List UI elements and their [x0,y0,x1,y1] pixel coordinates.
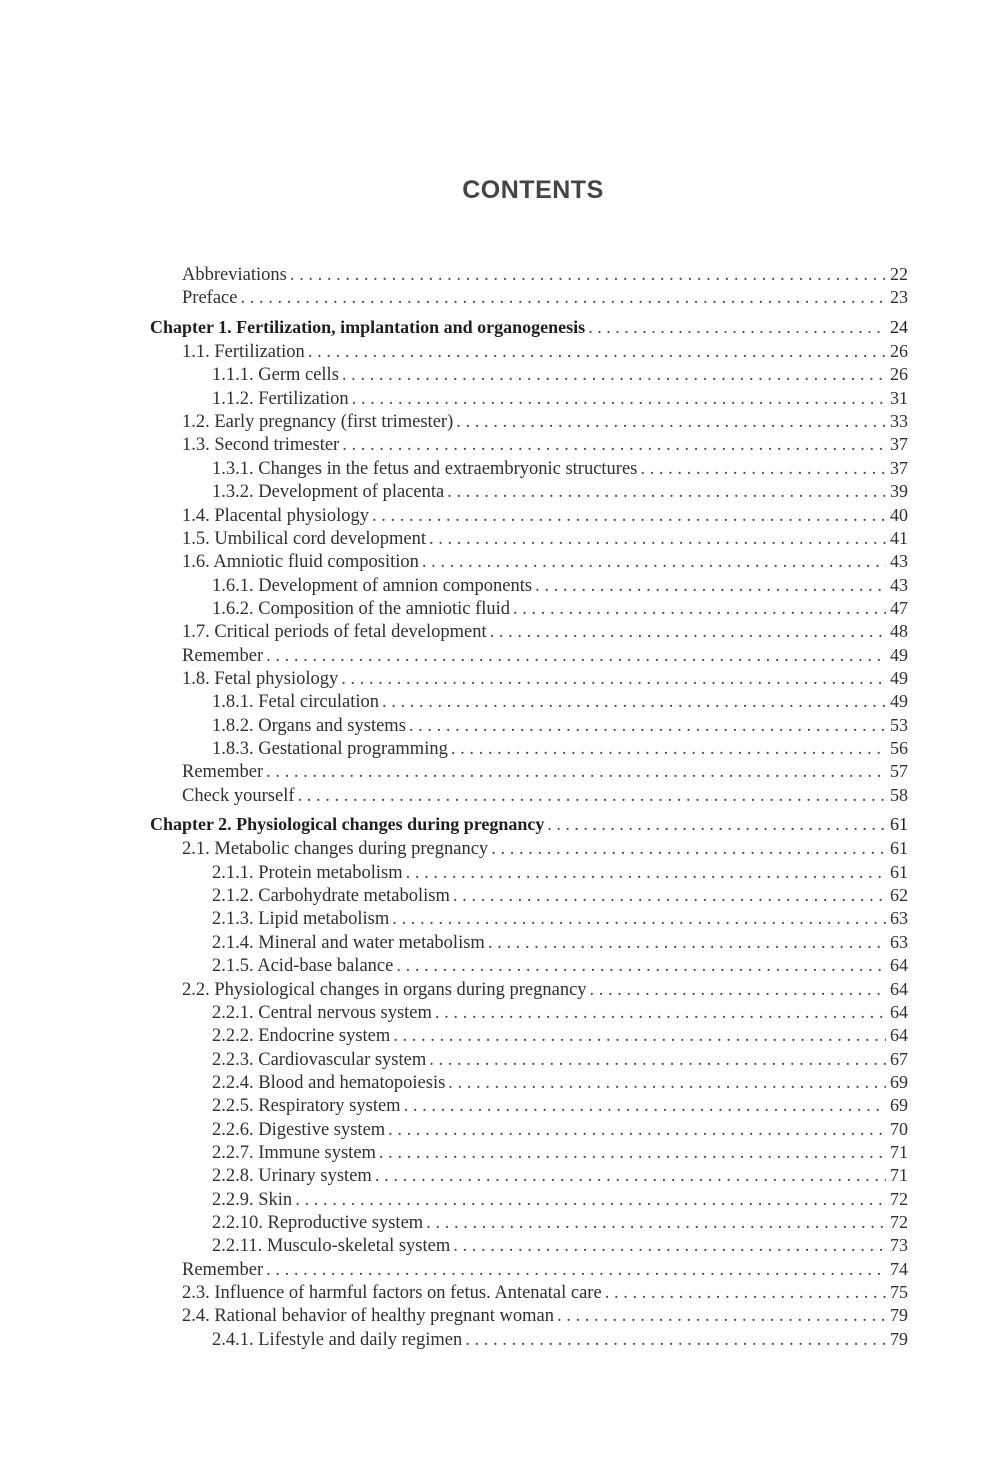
toc-entry-page-number: 63 [890,908,908,929]
toc-entry[interactable] [182,432,908,456]
dot-leader [448,1071,886,1095]
dot-leader [590,978,886,1002]
dot-leader [429,1048,886,1072]
toc-entry[interactable] [182,643,908,667]
dot-leader [435,1001,886,1025]
toc-entry-page-number: 47 [890,597,908,618]
toc-entry[interactable] [212,860,908,884]
toc-entry-page-number: 43 [890,574,908,595]
toc-entry[interactable] [182,339,908,363]
toc-entry-label: 2.1.4. Mineral and water metabolism [212,932,485,953]
toc-entry-page-number: 37 [890,457,908,478]
toc-entry[interactable] [212,906,908,930]
toc-entry-page-number: 57 [890,761,908,782]
toc-entry-label: 2.2.10. Reproductive system [212,1213,424,1233]
toc-entry[interactable] [182,549,908,573]
toc-entry[interactable] [212,573,908,597]
toc-entry[interactable] [182,1280,908,1304]
toc-entry-page-number: 67 [890,1048,908,1069]
toc-entry-label: 2.1.1. Protein metabolism [212,862,403,883]
dot-leader [513,597,886,621]
toc-entry-page-number: 79 [890,1305,908,1326]
toc-entry-page-number: 62 [890,885,908,906]
toc-entry-label: 1.8.3. Gestational programming [212,739,448,759]
toc-entry-page-number: 74 [890,1258,908,1279]
toc-entry-page-number: 49 [890,691,908,712]
dot-leader [342,363,886,387]
toc-entry-page-number: 61 [890,861,908,882]
toc-entry-label: 2.2.1. Central nervous system [212,1002,432,1023]
toc-entry-page-number: 53 [890,714,908,735]
toc-entry-page-number: 26 [890,364,908,385]
toc-entry[interactable] [212,362,908,386]
toc-entry-page-number: 70 [890,1118,908,1139]
toc-entry[interactable] [212,1233,908,1257]
toc-entry[interactable] [212,883,908,907]
toc-entry-label: 2.4.1. Lifestyle and daily regimen [212,1329,463,1350]
dot-leader [290,263,886,287]
toc-entry[interactable] [182,666,908,690]
dot-leader [406,861,886,885]
toc-chapter-entry[interactable] [150,315,908,339]
dot-leader [557,1304,886,1328]
toc-entry-page-number: 73 [890,1235,908,1256]
toc-entry-label: 1.8. Fetal physiology [182,668,339,689]
toc-entry-page-number: 64 [890,978,908,999]
toc-entry[interactable] [182,285,908,309]
dot-leader [426,1211,886,1235]
toc-entry[interactable] [182,409,908,433]
dot-leader [490,620,886,644]
toc-entry-label: Remember [182,645,264,666]
dot-leader [491,837,886,861]
toc-entry-label: 2.2.5. Respiratory system [212,1096,401,1117]
toc-entry-page-number: 69 [890,1095,908,1116]
dot-leader [266,644,886,668]
toc-entry-label: Preface [182,288,238,309]
toc-entry[interactable] [212,596,908,620]
toc-entry-label: Chapter 1. Fertilization, implantation and organogenesis [150,316,586,337]
toc-entry[interactable] [182,783,908,807]
toc-entry-label: 1.6. Amniotic fluid composition [182,552,419,573]
dot-leader [388,1118,886,1142]
dot-leader [372,504,886,528]
toc-entry[interactable] [212,1327,908,1351]
dot-leader [465,1328,886,1352]
toc-entry[interactable] [182,977,908,1001]
dot-leader [451,737,886,761]
toc-entry[interactable] [212,1117,908,1141]
toc-entry-page-number: 43 [890,551,908,572]
dot-leader [295,1188,886,1212]
dot-leader [429,527,886,551]
dot-leader [341,667,886,691]
toc-entry-label: 2.1.3. Lipid metabolism [212,909,390,930]
dot-leader [379,1141,886,1165]
toc-entry-page-number: 26 [890,341,908,362]
toc-entry-page-number: 64 [890,1001,908,1022]
dot-leader [396,954,886,978]
toc-entry[interactable] [212,736,908,760]
toc-entry-label: 2.1. Metabolic changes during pregnancy [182,839,489,860]
dot-leader [382,690,886,714]
toc-entry-label: Remember [182,1259,264,1280]
toc-entry-label: 1.1.2. Fertilization [212,388,349,409]
toc-entry-label: 1.3.1. Changes in the fetus and extraembryonic structures [212,458,638,479]
dot-leader [404,1094,886,1118]
dot-leader [240,286,886,310]
page-title: CONTENTS [462,176,604,204]
toc-entry-page-number: 40 [890,504,908,525]
toc-entry-page-number: 79 [890,1328,908,1349]
toc-entry-label: 1.3.2. Development of placenta [212,482,445,503]
toc-entry-page-number: 24 [890,316,908,337]
toc-entry-page-number: 49 [890,644,908,665]
toc-entry-label: 2.2.6. Digestive system [212,1119,386,1140]
toc-entry-page-number: 72 [890,1212,908,1232]
toc-entry[interactable] [182,503,908,527]
toc-entry[interactable] [182,759,908,783]
dot-leader [640,457,886,481]
dot-leader [393,1024,886,1048]
toc-entry[interactable] [212,1163,908,1187]
dot-leader [422,550,886,574]
dot-leader [488,931,886,955]
toc-entry-label: 1.6.2. Composition of the amniotic fluid [212,598,511,619]
dot-leader [453,1234,886,1258]
toc-entry[interactable] [212,1023,908,1047]
toc-entry[interactable] [212,1047,908,1071]
dot-leader [447,480,886,504]
dot-leader [392,907,886,931]
toc-entry-label: 2.4. Rational behavior of healthy pregnant woman [182,1306,554,1327]
dot-leader [266,760,886,784]
dot-leader [547,812,886,836]
toc-entry-page-number: 61 [890,814,908,835]
toc-entry-label: 1.5. Umbilical cord development [182,528,427,549]
toc-entry-label: Chapter 2. Physiological changes during pregnancy [150,814,545,835]
toc-entry-label: 2.1.2. Carbohydrate metabolism [212,886,450,907]
toc-entry-label: Check yourself [182,785,295,806]
toc-entry-page-number: 72 [890,1188,908,1209]
dot-leader [453,884,886,908]
toc-entry[interactable] [182,619,908,643]
toc-entry[interactable] [182,262,908,286]
toc-entry-label: 2.2.8. Urinary system [212,1166,372,1187]
toc-entry-page-number: 69 [890,1071,908,1092]
toc-entry-page-number: 37 [890,434,908,455]
toc-entry-label: 1.8.2. Organs and systems [212,715,406,736]
toc-entry-page-number: 31 [890,387,908,408]
toc-entry[interactable] [212,689,908,713]
toc-entry-page-number: 49 [890,667,908,688]
dot-leader [298,784,886,808]
toc-entry[interactable] [212,1210,908,1234]
dot-leader [266,1258,886,1282]
toc-entry-page-number: 61 [890,838,908,859]
toc-entry[interactable] [212,930,908,954]
toc-entry-label: 1.4. Placental physiology [182,505,370,526]
toc-entry-page-number: 48 [890,621,908,642]
toc-entry-page-number: 63 [890,931,908,952]
toc-entry-page-number: 22 [890,264,908,284]
toc-entry-label: 1.6.1. Development of amnion components [212,575,533,596]
toc-entry-label: 2.2.2. Endocrine system [212,1026,391,1047]
toc-entry-label: 1.7. Critical periods of fetal development [182,622,487,643]
toc-entry[interactable] [182,1257,908,1281]
toc-entry[interactable] [212,1093,908,1117]
dot-leader [342,433,886,457]
toc-entry-label: 2.2.4. Blood and hematopoiesis [212,1072,446,1093]
toc-entry-label: 2.2.9. Skin [212,1189,293,1210]
toc-entry[interactable] [212,1070,908,1094]
toc-entry-label: 1.1.1. Germ cells [212,365,339,386]
toc-entry[interactable] [212,1000,908,1024]
toc-entry-page-number: 64 [890,1025,908,1046]
toc-entry-label: 2.2.11. Musculo-skeletal system [212,1236,451,1257]
toc-entry[interactable] [182,1303,908,1327]
toc-entry-page-number: 33 [890,411,908,432]
toc-entry-label: 2.2. Physiological changes in organs during pregnancy [182,979,587,1000]
toc-entry[interactable] [212,953,908,977]
toc-entry-label: 2.3. Influence of harmful factors on fetus. Antenatal care [182,1283,602,1304]
toc-entry-page-number: 64 [890,955,908,976]
toc-entry-page-number: 39 [890,481,908,502]
toc-entry[interactable] [182,526,908,550]
toc-entry-page-number: 71 [890,1141,908,1162]
toc-entry-label: 1.8.1. Fetal circulation [212,692,379,713]
toc-entry[interactable] [212,1140,908,1164]
toc-entry-label: 2.1.5. Acid-base balance [212,956,394,977]
dot-leader [409,714,886,738]
toc-entry-label: 1.3. Second trimester [182,435,340,456]
toc-entry-label: 1.1. Fertilization [182,342,305,363]
toc-entry-label: Abbreviations [182,265,287,285]
toc-entry-label: 2.2.7. Immune system [212,1142,376,1163]
toc-entry-page-number: 56 [890,738,908,758]
dot-leader [588,315,886,339]
dot-leader [308,340,886,364]
dot-leader [352,387,886,411]
toc-entry[interactable] [212,713,908,737]
dot-leader [535,574,886,598]
toc-entry-label: Remember [182,762,264,783]
toc-entry[interactable] [182,836,908,860]
toc-entry[interactable] [212,1187,908,1211]
toc-entry-label: 1.2. Early pregnancy (first trimester) [182,412,454,433]
dot-leader [605,1281,886,1305]
toc-entry-page-number: 58 [890,784,908,805]
toc-entry-page-number: 71 [890,1165,908,1186]
toc-entry[interactable] [212,479,908,503]
toc-entry-label: 2.2.3. Cardiovascular system [212,1049,427,1070]
toc-entry-page-number: 75 [890,1282,908,1303]
dot-leader [375,1164,886,1188]
toc-entry[interactable] [212,456,908,480]
toc-chapter-entry[interactable] [150,812,908,836]
toc-entry-page-number: 41 [890,527,908,548]
dot-leader [456,410,886,434]
toc-entry[interactable] [212,386,908,410]
toc-entry-page-number: 23 [890,287,908,308]
